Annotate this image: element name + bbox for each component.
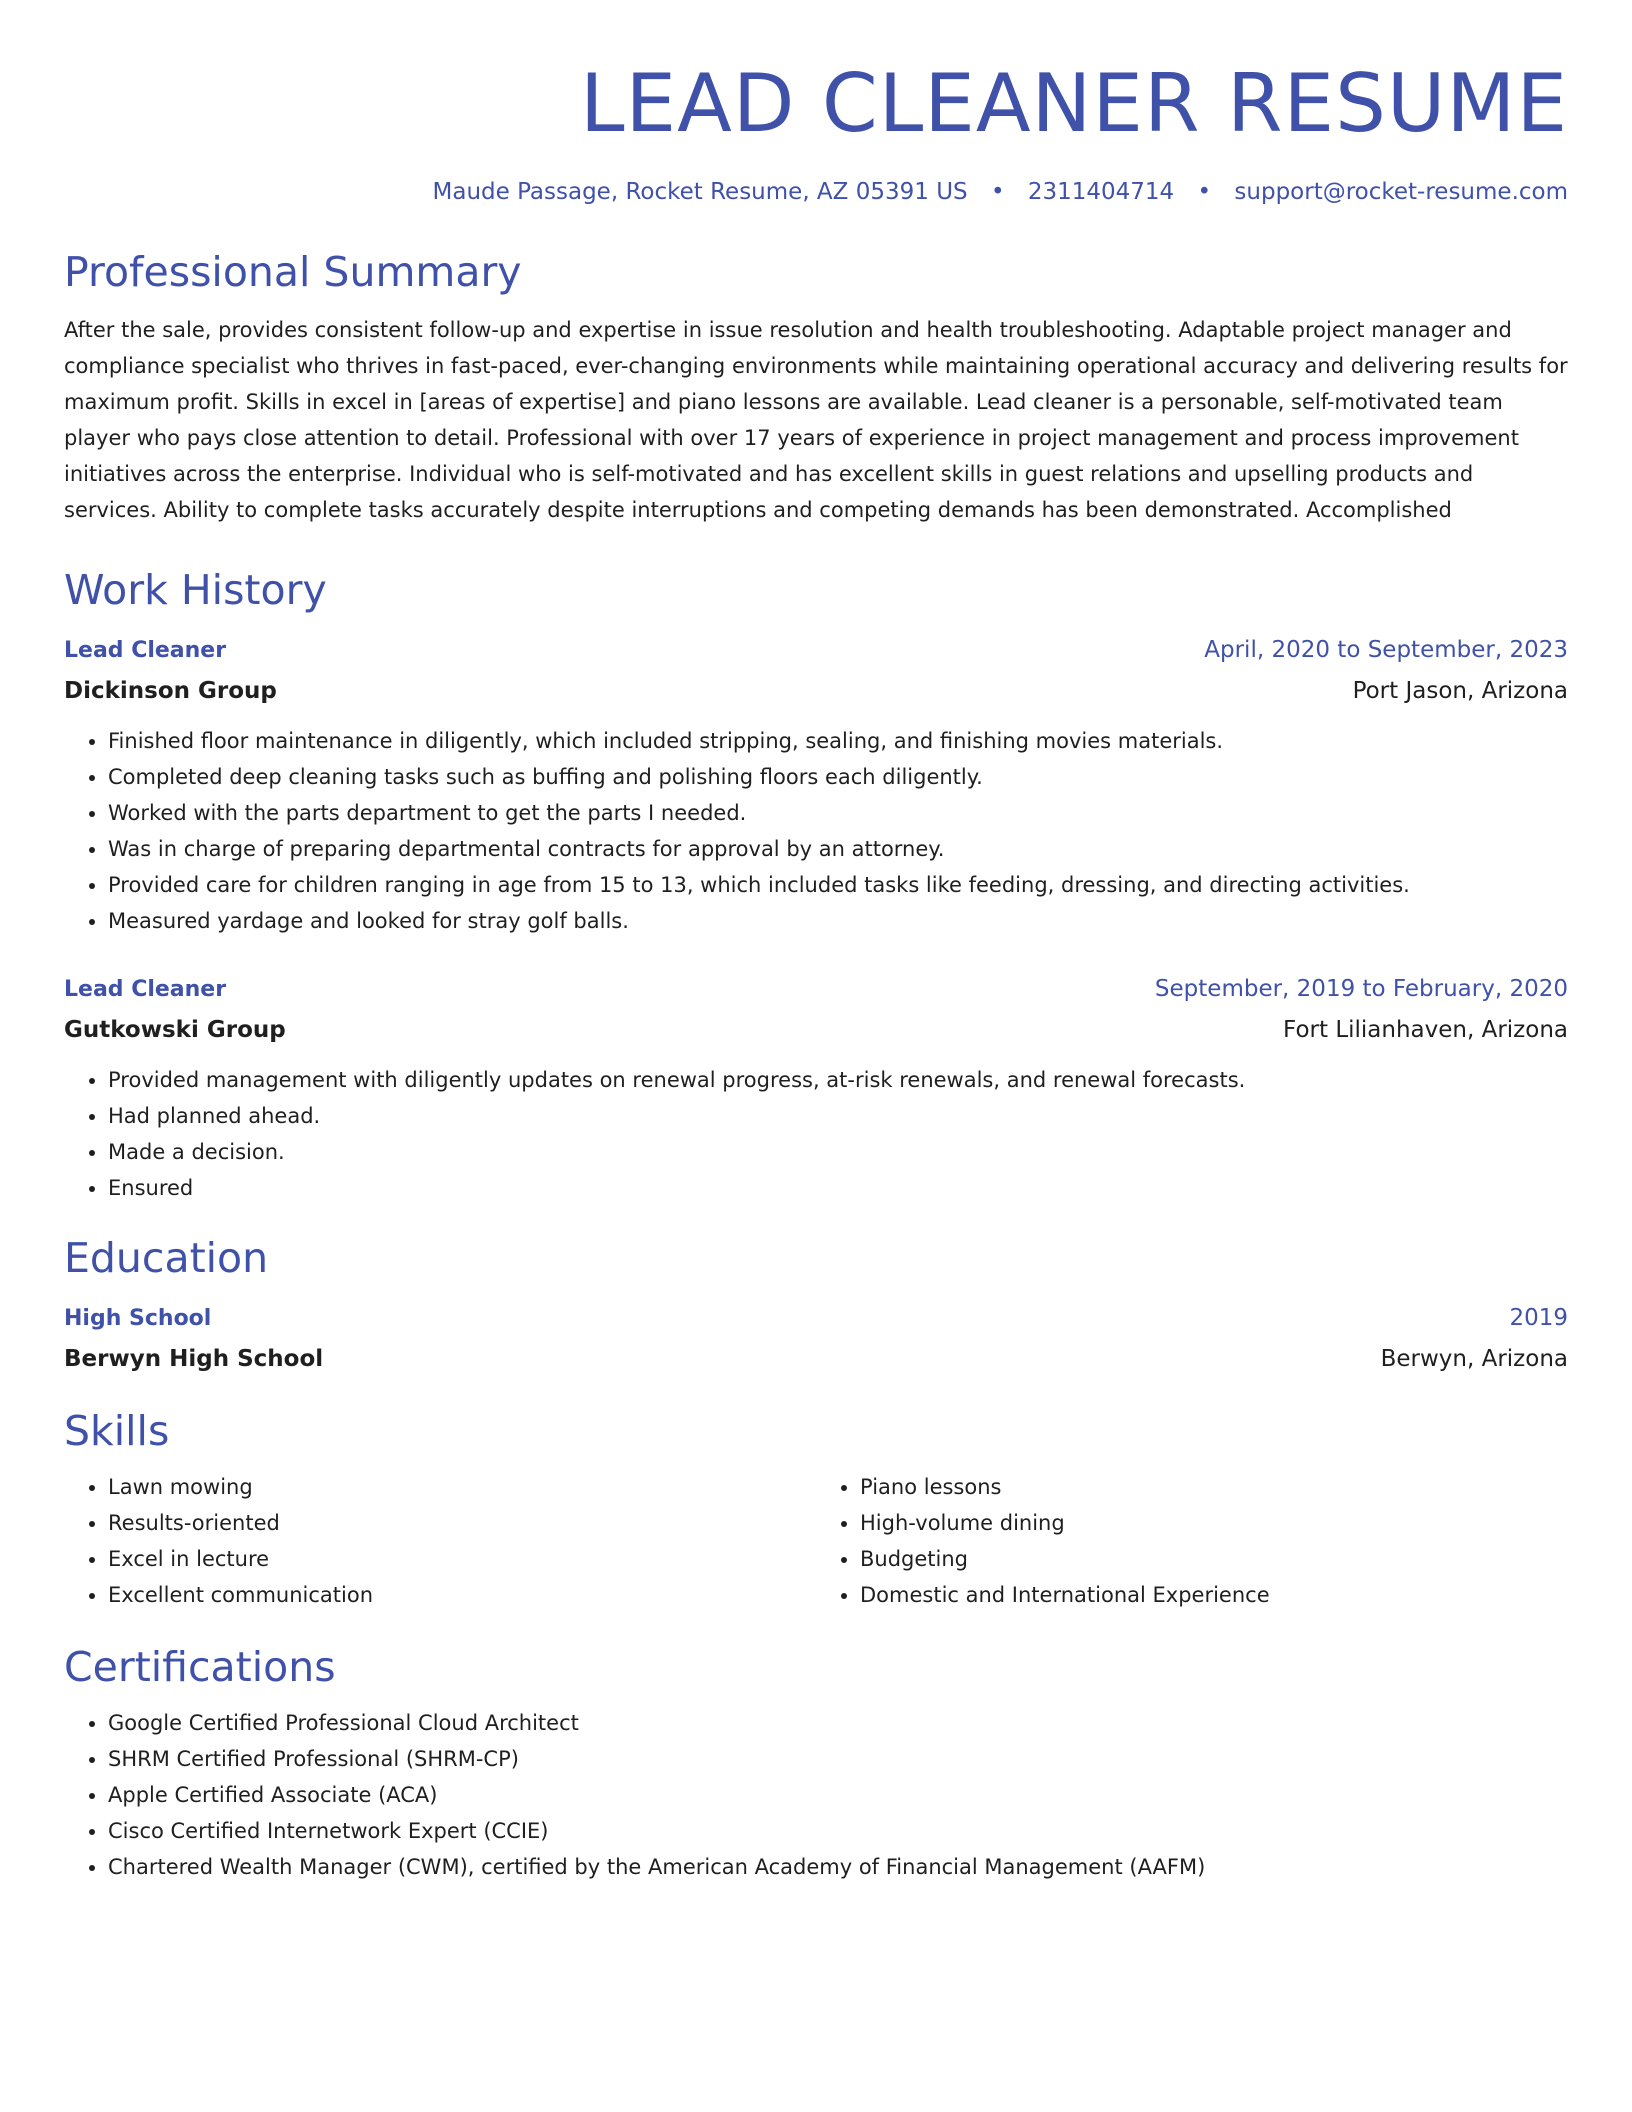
job-bullet: • Made a decision. bbox=[108, 1134, 1568, 1170]
job-bullet: • Worked with the parts department to get the parts I needed. bbox=[108, 795, 1568, 831]
certification-item: • Cisco Certified Internetwork Expert (CCIE) bbox=[108, 1813, 1568, 1849]
education-year: 2019 bbox=[1509, 1305, 1568, 1331]
skill-item: • Results-oriented bbox=[108, 1505, 816, 1541]
education-school-row bbox=[64, 1339, 1568, 1379]
job-entry bbox=[64, 630, 1568, 939]
job-location: Fort Lilianhaven, Arizona bbox=[1283, 1017, 1568, 1043]
job-title-row bbox=[64, 969, 1568, 1010]
summary-text: After the sale, provides consistent follow-up and expertise in issue resolution and health troubleshooting. Adaptable project manager and compliance specialist who thrives in fast-paced, ever-changing environments while maintaining operational accuracy and delivering results for maximum profit. Skills in excel in [areas of expertise] and piano lessons are available. Lead cleaner is a personable, self-motivated team player who pays close attention to detail. Professional with over 17 years of experience in project management and process improvement initiatives across the enterprise. Individual who is self-motivated and has excellent skills in guest relations and upselling products and services. Ability to complete tasks accurately despite interruptions and competing demands has been demonstrated. Accomplished bbox=[64, 318, 1568, 522]
skill-item: • Piano lessons bbox=[860, 1469, 1568, 1505]
certification-item: • SHRM Certified Professional (SHRM-CP) bbox=[108, 1741, 1568, 1777]
job-title-row bbox=[64, 630, 1568, 671]
skill-item: • Excel in lecture bbox=[108, 1541, 816, 1577]
job-bullets bbox=[64, 1062, 1568, 1206]
contact-phone[interactable]: 2311404714 bbox=[1027, 179, 1175, 205]
job-entry bbox=[64, 969, 1568, 1206]
certifications-section bbox=[64, 1639, 1568, 1885]
skill-item: • Excellent communication bbox=[108, 1577, 816, 1613]
job-company: Dickinson Group bbox=[64, 678, 277, 704]
job-bullets bbox=[64, 723, 1568, 939]
job-bullet: • Completed deep cleaning tasks such as buffing and polishing floors each diligently. bbox=[108, 759, 1568, 795]
contact-email[interactable]: support@rocket-resume.com bbox=[1234, 179, 1568, 205]
job-dates: September, 2019 to February, 2020 bbox=[1154, 976, 1568, 1002]
work-section bbox=[64, 562, 1568, 1206]
education-heading: Education bbox=[64, 1234, 269, 1282]
job-company-row bbox=[64, 671, 1568, 711]
job-company-row bbox=[64, 1010, 1568, 1050]
skill-item: • Lawn mowing bbox=[108, 1469, 816, 1505]
certification-item: • Chartered Wealth Manager (CWM), certified by the American Academy of Financial Management (AAFM) bbox=[108, 1849, 1568, 1885]
job-bullet: • Finished floor maintenance in diligently, which included stripping, sealing, and finishing movies materials. bbox=[108, 723, 1568, 759]
certification-item: • Apple Certified Associate (ACA) bbox=[108, 1777, 1568, 1813]
contact-line bbox=[64, 176, 1568, 208]
job-location: Port Jason, Arizona bbox=[1352, 678, 1568, 704]
education-location: Berwyn, Arizona bbox=[1380, 1346, 1568, 1372]
skill-item: • High-volume dining bbox=[860, 1505, 1568, 1541]
contact-separator: • bbox=[990, 179, 1005, 205]
skills-grid bbox=[64, 1469, 1568, 1613]
job-dates: April, 2020 to September, 2023 bbox=[1204, 637, 1568, 663]
education-degree: High School bbox=[64, 1306, 212, 1331]
education-degree-row bbox=[64, 1298, 1568, 1339]
contact-address: Maude Passage, Rocket Resume, AZ 05391 US bbox=[432, 179, 968, 205]
certifications-heading: Certifications bbox=[64, 1643, 336, 1691]
job-bullet: • Was in charge of preparing departmental contracts for approval by an attorney. bbox=[108, 831, 1568, 867]
skills-column-right bbox=[816, 1469, 1568, 1613]
work-heading: Work History bbox=[64, 566, 327, 614]
skills-heading: Skills bbox=[64, 1407, 170, 1455]
certifications-list bbox=[64, 1705, 1568, 1885]
resume-page bbox=[64, 0, 1568, 1885]
education-section bbox=[64, 1230, 1568, 1379]
skill-item: • Budgeting bbox=[860, 1541, 1568, 1577]
job-role: Lead Cleaner bbox=[64, 977, 227, 1002]
job-bullet: • Had planned ahead. bbox=[108, 1098, 1568, 1134]
job-bullet: • Ensured bbox=[108, 1170, 1568, 1206]
education-school: Berwyn High School bbox=[64, 1346, 324, 1372]
resume-title: LEAD CLEANER RESUME bbox=[579, 57, 1568, 150]
contact-separator: • bbox=[1197, 179, 1212, 205]
summary-heading: Professional Summary bbox=[64, 248, 522, 296]
certification-item: • Google Certified Professional Cloud Architect bbox=[108, 1705, 1568, 1741]
skills-column-left bbox=[64, 1469, 816, 1613]
job-bullet: • Provided care for children ranging in age from 15 to 13, which included tasks like feeding, dressing, and directing activities. bbox=[108, 867, 1568, 903]
job-company: Gutkowski Group bbox=[64, 1017, 286, 1043]
summary-section bbox=[64, 244, 1568, 528]
education-entry bbox=[64, 1298, 1568, 1379]
job-role: Lead Cleaner bbox=[64, 638, 227, 663]
job-bullet: • Measured yardage and looked for stray golf balls. bbox=[108, 903, 1568, 939]
skill-item: • Domestic and International Experience bbox=[860, 1577, 1568, 1613]
job-bullet: • Provided management with diligently updates on renewal progress, at-risk renewals, and renewal forecasts. bbox=[108, 1062, 1568, 1098]
skills-section bbox=[64, 1403, 1568, 1613]
